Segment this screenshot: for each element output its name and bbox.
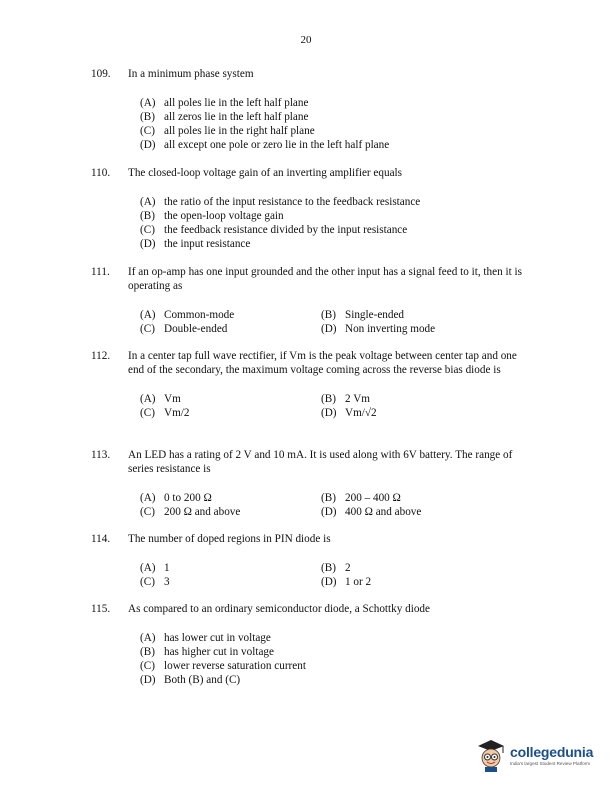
question-110 xyxy=(91,167,531,251)
option-b: (B) Single-ended xyxy=(321,309,405,321)
question-text: In a minimum phase system xyxy=(128,68,254,80)
question-text: The number of doped regions in PIN diode is xyxy=(128,533,331,545)
options-list xyxy=(140,195,531,252)
question-text: The closed-loop voltage gain of an inverting amplifier equals xyxy=(128,167,403,179)
question-text: If an op-amp has one input grounded and the other input has a signal feed to it, then it is operating as xyxy=(128,266,522,292)
options-grid xyxy=(140,392,531,420)
question-number: 110. xyxy=(91,167,111,179)
collegedunia-logo xyxy=(476,738,593,772)
question-115 xyxy=(91,603,531,687)
options-grid xyxy=(140,308,531,336)
option-c: (C) all poles lie in the right half plane xyxy=(140,124,315,137)
option-a: (A) has lower cut in voltage xyxy=(140,631,271,644)
question-112 xyxy=(91,350,531,420)
option-c: (C) Double-ended xyxy=(140,323,228,336)
option-d: (D) all except one pole or zero lie in the left half plane xyxy=(140,139,390,152)
option-b: (B) has higher cut in voltage xyxy=(140,645,274,658)
question-number: 114. xyxy=(91,533,111,545)
option-a: (A) 0 to 200 Ω xyxy=(140,492,212,504)
question-number: 111. xyxy=(91,266,110,278)
option-a: (A) all poles lie in the left half plane xyxy=(140,96,309,109)
question-111 xyxy=(91,266,531,336)
option-b: (B) 2 xyxy=(321,561,351,574)
option-b: (B) 200 – 400 Ω xyxy=(321,492,401,504)
question-113 xyxy=(91,449,531,519)
option-b: (B) all zeros lie in the left half plane xyxy=(140,110,309,123)
option-d: (D) 1 or 2 xyxy=(321,575,372,588)
option-d: (D) Both (B) and (C) xyxy=(140,674,241,687)
options-grid xyxy=(140,561,531,589)
option-c: (C) 200 Ω and above xyxy=(140,506,241,519)
option-c: (C) Vm/2 xyxy=(140,407,190,420)
page-number: 20 xyxy=(300,34,312,46)
option-a: (A) 1 xyxy=(140,561,170,574)
options-list xyxy=(140,631,531,688)
question-number: 115. xyxy=(91,603,111,615)
option-d: (D) the input resistance xyxy=(140,238,251,251)
option-b: (B) 2 Vm xyxy=(321,393,370,405)
option-a: (A) the ratio of the input resistance to the feedback resistance xyxy=(140,195,421,208)
option-c: (C) lower reverse saturation current xyxy=(140,659,306,672)
question-number: 112. xyxy=(91,350,111,362)
mascot-icon xyxy=(476,738,506,772)
options-grid xyxy=(140,491,531,519)
option-b: (B) the open-loop voltage gain xyxy=(140,209,284,222)
option-c: (C) 3 xyxy=(140,575,170,588)
logo-name: collegedunia xyxy=(510,744,594,760)
question-text: As compared to an ordinary semiconductor diode, a Schottky diode xyxy=(128,603,430,615)
option-d: (D) Vm/√2 xyxy=(321,407,377,420)
question-number: 109. xyxy=(91,68,111,80)
option-d: (D) Non inverting mode xyxy=(321,323,436,336)
options-list xyxy=(140,96,531,153)
logo-tagline: India's largest Student Review Platform xyxy=(510,761,591,766)
question-text: In a center tap full wave rectifier, if Vm is the peak voltage between center tap and one end of the secondary, the maximum voltage coming across the reverse bias diode is xyxy=(128,350,517,376)
question-text: An LED has a rating of 2 V and 10 mA. It is used along with 6V battery. The range of series resistance is xyxy=(128,449,513,475)
option-a: (A) Common-mode xyxy=(140,309,235,321)
option-d: (D) 400 Ω and above xyxy=(321,506,422,519)
question-114 xyxy=(91,533,531,589)
question-109 xyxy=(91,68,531,152)
option-a: (A) Vm xyxy=(140,393,181,405)
question-number: 113. xyxy=(91,449,111,461)
option-c: (C) the feedback resistance divided by the input resistance xyxy=(140,223,408,236)
